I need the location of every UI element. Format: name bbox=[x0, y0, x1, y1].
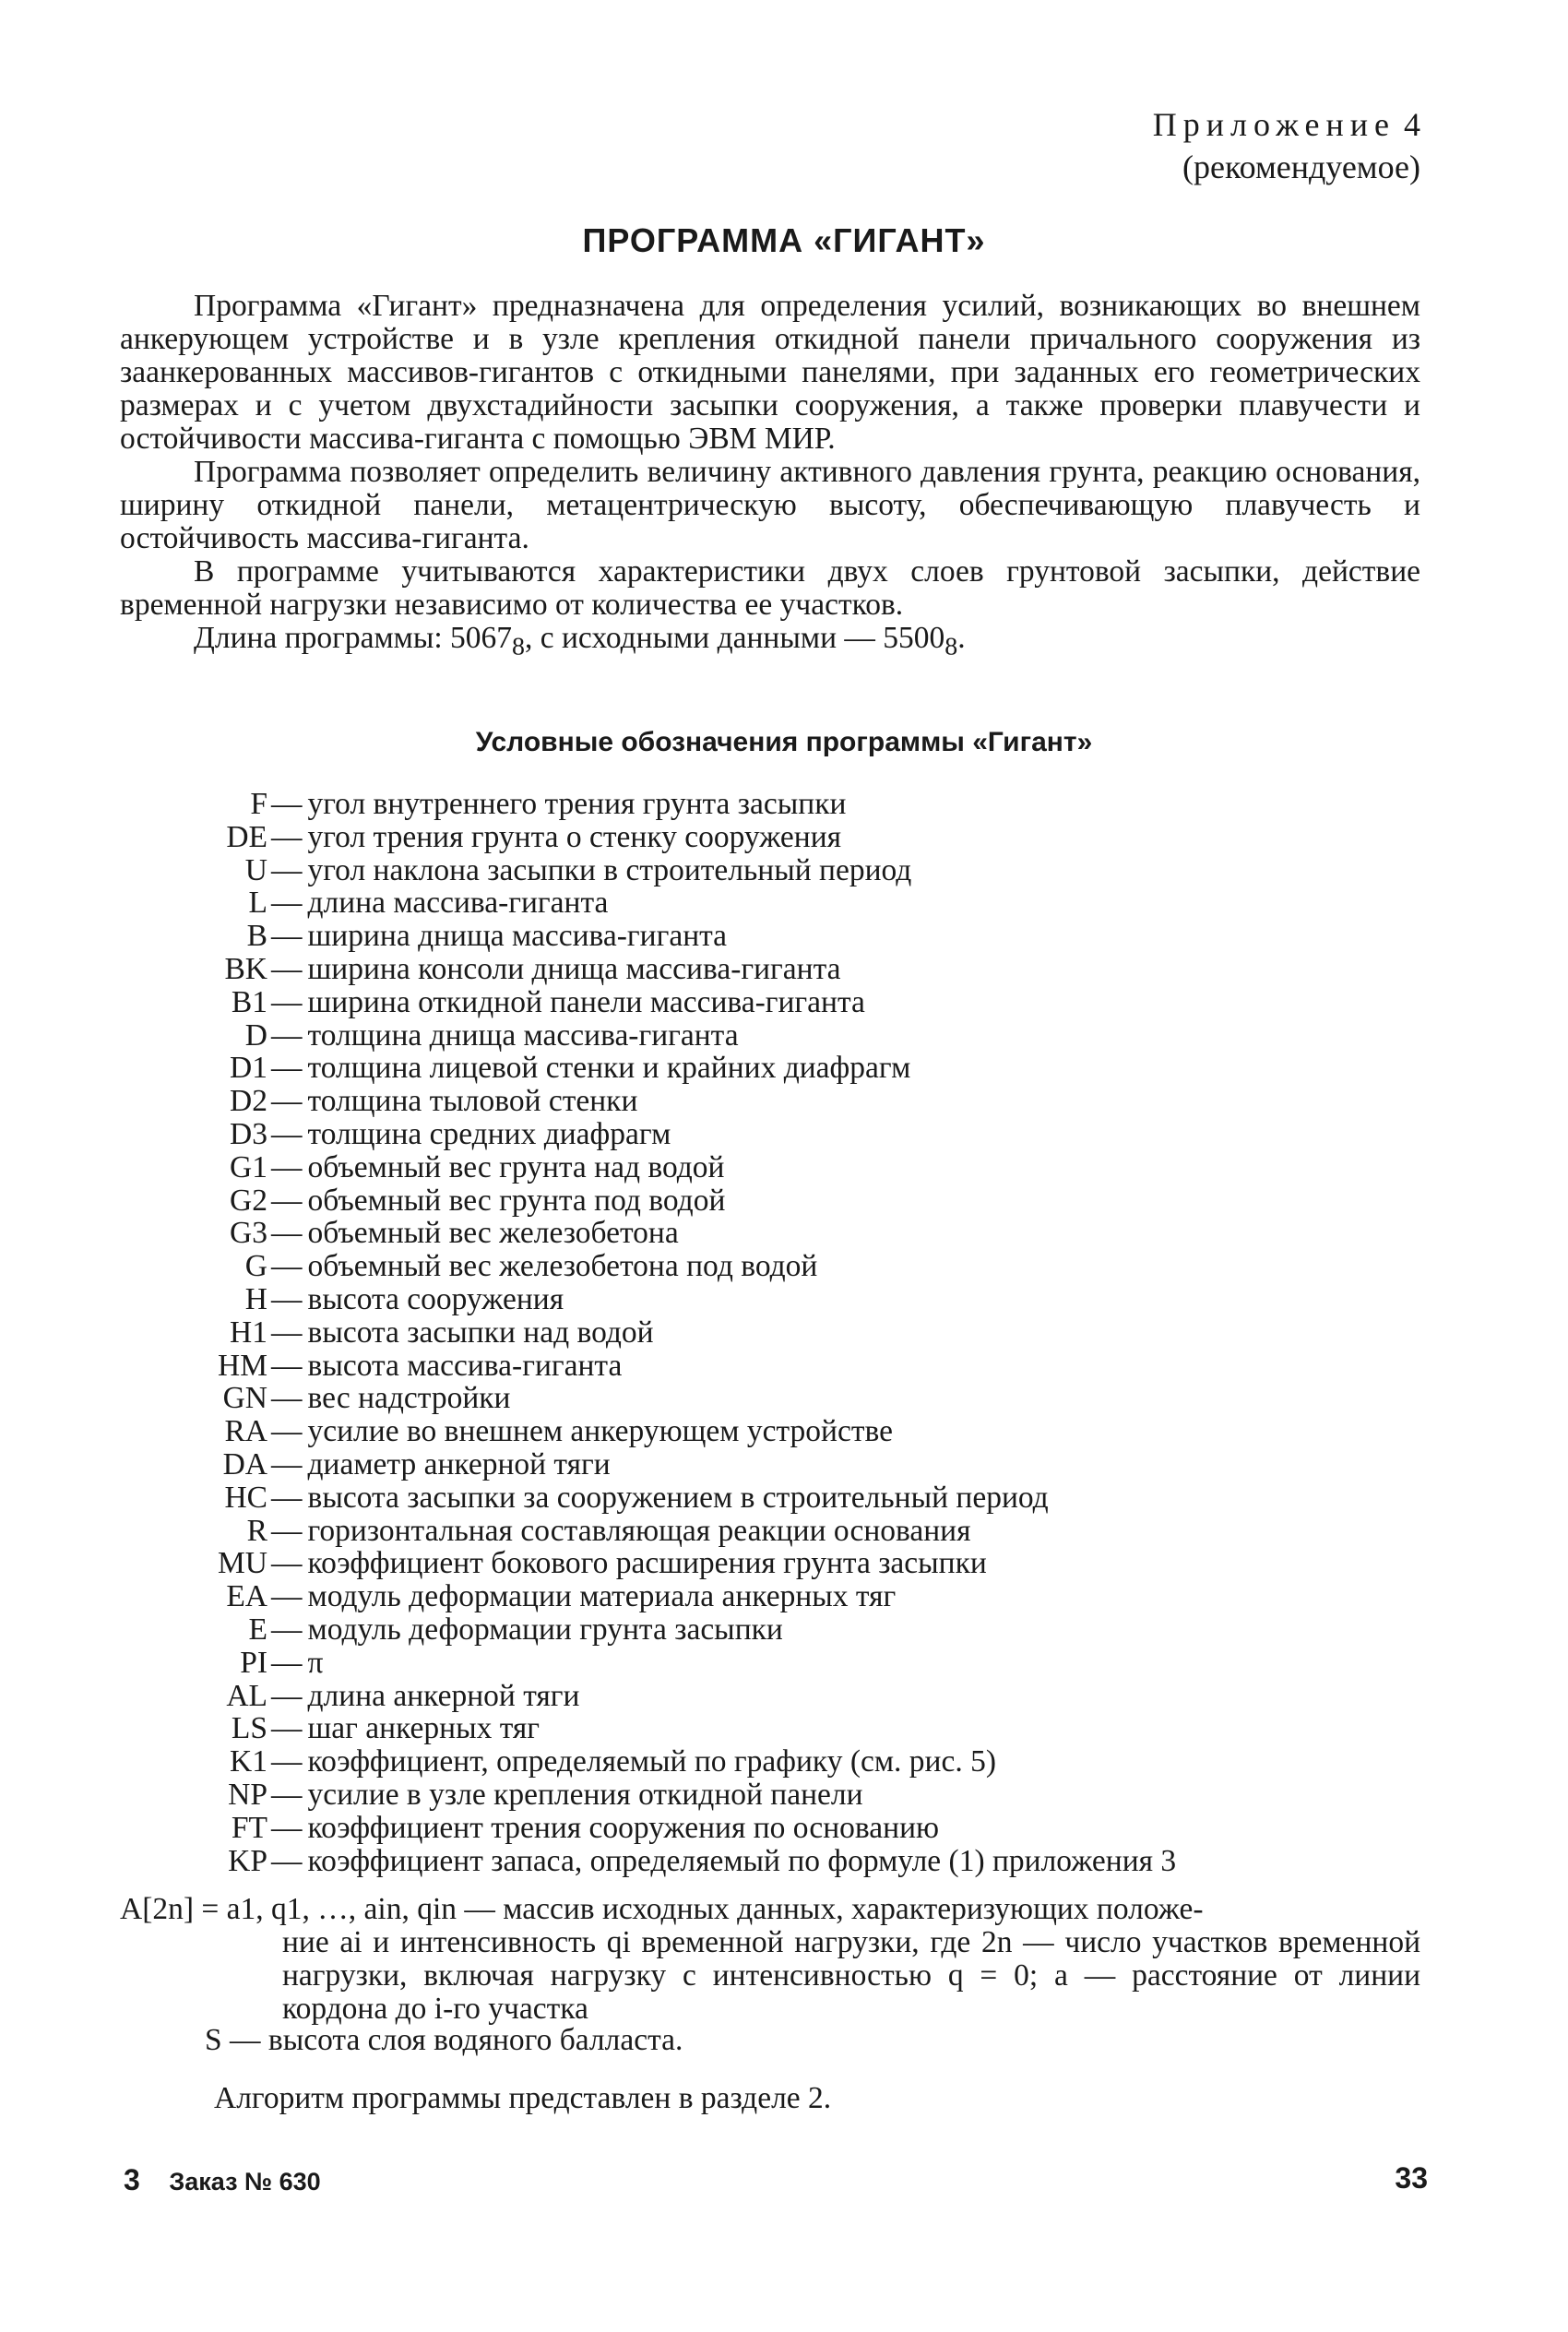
notation-desc: ширина консоли днища массива-гиганта bbox=[307, 951, 841, 986]
notation-desc: высота засыпки над водой bbox=[307, 1315, 654, 1350]
notation-dash: — bbox=[271, 1744, 303, 1779]
page-title: ПРОГРАММА «ГИГАНТ» bbox=[582, 221, 986, 259]
notation-row bbox=[120, 1448, 1430, 1481]
notation-dash: — bbox=[271, 1711, 303, 1746]
notation-dash: — bbox=[271, 1017, 303, 1053]
intro-section bbox=[120, 290, 1420, 664]
length-suffix: . bbox=[957, 621, 966, 655]
notation-dash: — bbox=[271, 1281, 303, 1316]
notation-symbol: H1 bbox=[230, 1315, 267, 1350]
notation-desc: высота сооружения bbox=[307, 1281, 564, 1316]
notation-symbol: R bbox=[246, 1513, 267, 1548]
notation-desc: угол наклона засыпки в строительный период bbox=[307, 852, 912, 887]
notation-desc: угол внутреннего трения грунта засыпки bbox=[307, 787, 847, 821]
notation-row bbox=[120, 1547, 1430, 1580]
array-definition bbox=[120, 1893, 1420, 2026]
notation-symbol: LS bbox=[231, 1711, 267, 1746]
notation-dash: — bbox=[271, 1843, 303, 1878]
notation-desc: толщина тыловой стенки bbox=[307, 1084, 638, 1119]
notation-row bbox=[120, 1382, 1430, 1415]
notation-row bbox=[120, 920, 1430, 953]
notation-symbol: U bbox=[244, 852, 267, 887]
notation-dash: — bbox=[271, 1116, 303, 1151]
notation-row bbox=[120, 986, 1430, 1019]
notation-desc: горизонтальная составляющая реакции основания bbox=[307, 1513, 971, 1548]
notation-desc: коэффициент трения сооружения по основанию bbox=[307, 1810, 940, 1845]
notation-dash: — bbox=[271, 1446, 303, 1481]
notation-desc: толщина средних диафрагм bbox=[307, 1116, 671, 1151]
notation-symbol: K1 bbox=[230, 1744, 267, 1779]
notation-row bbox=[120, 854, 1430, 887]
notation-row bbox=[120, 1415, 1430, 1448]
notation-dash: — bbox=[271, 819, 303, 854]
notation-dash: — bbox=[271, 787, 303, 821]
notation-symbol: F bbox=[250, 787, 267, 821]
notation-dash: — bbox=[271, 1513, 303, 1548]
notation-dash: — bbox=[271, 1084, 303, 1119]
notation-desc: вес надстройки bbox=[307, 1381, 511, 1416]
notation-symbol: HM bbox=[218, 1348, 267, 1383]
array-desc-rest: ние ai и интенсивность qi временной нагрузки, где 2n — число участков временной нагрузки, включая нагрузку с интенсивностью q = 0; a — расстояние от линии кордона до i-го участка bbox=[282, 1925, 1420, 2026]
notation-row bbox=[120, 1779, 1430, 1812]
notation-desc: ширина днища массива-гиганта bbox=[307, 919, 728, 954]
notation-row bbox=[120, 1085, 1430, 1118]
notation-row bbox=[120, 788, 1430, 821]
length-base: 8 bbox=[512, 632, 525, 661]
notation-row bbox=[120, 1515, 1430, 1548]
notation-symbol: G3 bbox=[230, 1216, 267, 1251]
notation-symbol: L bbox=[248, 886, 267, 921]
notation-symbol: G bbox=[244, 1249, 267, 1284]
notation-row bbox=[120, 1647, 1430, 1680]
footer-left bbox=[124, 2163, 321, 2197]
notation-row bbox=[120, 1250, 1430, 1283]
notation-dash: — bbox=[271, 1414, 303, 1449]
notation-dash: — bbox=[271, 1149, 303, 1184]
program-length bbox=[120, 622, 1420, 664]
notation-desc: коэффициент запаса, определяемый по формуле (1) приложения 3 bbox=[307, 1843, 1177, 1878]
notation-row bbox=[120, 953, 1430, 986]
notation-row bbox=[120, 1680, 1430, 1713]
notation-symbol: NP bbox=[228, 1777, 267, 1812]
notation-dash: — bbox=[271, 1381, 303, 1416]
notation-dash: — bbox=[271, 1216, 303, 1251]
notation-dash: — bbox=[271, 852, 303, 887]
notation-desc: усилие во внешнем анкерующем устройстве bbox=[307, 1414, 893, 1449]
length-middle: , с исходными данными — 5500 bbox=[525, 621, 945, 655]
notation-symbol: KP bbox=[228, 1843, 267, 1878]
notation-desc: модуль деформации материала анкерных тяг bbox=[307, 1579, 897, 1614]
notation-symbol: MU bbox=[218, 1546, 267, 1581]
notation-symbol: HC bbox=[224, 1480, 267, 1515]
notation-desc: объемный вес железобетона bbox=[307, 1216, 679, 1251]
notation-dash: — bbox=[271, 1777, 303, 1812]
notation-row bbox=[120, 1845, 1430, 1878]
notation-row bbox=[120, 1481, 1430, 1515]
notation-desc: длина анкерной тяги bbox=[307, 1678, 580, 1713]
notation-row bbox=[120, 1812, 1430, 1845]
notation-row bbox=[120, 1184, 1430, 1218]
notation-desc: диаметр анкерной тяги bbox=[307, 1446, 611, 1481]
notation-symbol: RA bbox=[224, 1414, 267, 1449]
notation-row bbox=[120, 1019, 1430, 1053]
notation-desc: высота массива-гиганта bbox=[307, 1348, 623, 1383]
notation-symbol: FT bbox=[231, 1810, 267, 1845]
notation-symbol: D2 bbox=[230, 1084, 267, 1119]
notation-row bbox=[120, 1745, 1430, 1779]
notation-desc: длина массива-гиганта bbox=[307, 886, 609, 921]
notation-dash: — bbox=[271, 1315, 303, 1350]
notation-desc: шаг анкерных тяг bbox=[307, 1711, 540, 1746]
notation-row bbox=[120, 1580, 1430, 1613]
notation-dash: — bbox=[271, 1546, 303, 1581]
notation-symbol: GN bbox=[222, 1381, 267, 1416]
notation-symbol: H bbox=[244, 1281, 267, 1316]
notation-row bbox=[120, 1712, 1430, 1745]
notation-desc: объемный вес грунта под водой bbox=[307, 1183, 726, 1218]
notation-symbol: D3 bbox=[230, 1116, 267, 1151]
notation-dash: — bbox=[271, 1480, 303, 1515]
length-prefix: Длина программы: 5067 bbox=[194, 621, 513, 655]
notation-symbol: G1 bbox=[230, 1149, 267, 1184]
notation-desc: усилие в узле крепления откидной панели bbox=[307, 1777, 863, 1812]
notation-symbol: AL bbox=[226, 1678, 267, 1713]
array-desc-line: — массив исходных данных, характеризующих положе- bbox=[464, 1892, 1204, 1926]
s-symbol: S bbox=[205, 2023, 222, 2057]
notation-row bbox=[120, 1217, 1430, 1250]
notation-desc: толщина лицевой стенки и крайних диафрагм bbox=[307, 1051, 911, 1086]
notation-desc: модуль деформации грунта засыпки bbox=[307, 1612, 783, 1647]
notation-symbol: EA bbox=[226, 1579, 267, 1614]
appendix-note: (рекомендуемое) bbox=[1182, 149, 1420, 185]
notation-row bbox=[120, 886, 1430, 920]
appendix-header bbox=[1153, 103, 1420, 188]
notation-dash: — bbox=[271, 1678, 303, 1713]
intro-paragraph: В программе учитываются характеристики двух слоев грунтовой засыпки, действие временной нагрузки независимо от количества ее участков. bbox=[120, 554, 1420, 622]
notation-dash: — bbox=[230, 2023, 261, 2057]
notation-desc: объемный вес железобетона под водой bbox=[307, 1249, 818, 1284]
notation-row bbox=[120, 1283, 1430, 1316]
notation-dash: — bbox=[271, 1612, 303, 1647]
notation-symbol: BK bbox=[224, 951, 267, 986]
notation-desc: толщина днища массива-гиганта bbox=[307, 1017, 739, 1053]
intro-paragraph: Программа «Гигант» предназначена для определения усилий, возникающих во внешнем анкерующем устройстве и в узле крепления откидной панели причального сооружения из заанкерованных массивов-гигантов с откидными панелями, при заданных его геометрических размерах и с учетом двухстадийности засыпки сооружения, а также проверки плавучести и остойчивости массива-гиганта с помощью ЭВМ МИР. bbox=[120, 289, 1420, 456]
notation-dash: — bbox=[271, 984, 303, 1019]
notation-row bbox=[120, 1151, 1430, 1184]
notation-dash: — bbox=[271, 1051, 303, 1086]
appendix-number: 4 bbox=[1404, 106, 1420, 143]
notation-desc: коэффициент, определяемый по графику (см. рис. 5) bbox=[307, 1744, 997, 1779]
notation-desc: π bbox=[307, 1645, 324, 1680]
notation-row bbox=[120, 1613, 1430, 1647]
notation-symbol: G2 bbox=[230, 1183, 267, 1218]
algorithm-note: Алгоритм программы представлен в разделе 2. bbox=[214, 2081, 832, 2115]
notation-symbol: B bbox=[246, 919, 267, 954]
notation-dash: — bbox=[271, 1810, 303, 1845]
notation-list bbox=[120, 788, 1430, 1877]
notation-symbol: DA bbox=[222, 1446, 267, 1481]
notation-desc: объемный вес грунта над водой bbox=[307, 1149, 725, 1184]
notation-dash: — bbox=[271, 1183, 303, 1218]
notation-dash: — bbox=[271, 1249, 303, 1284]
notation-symbol: E bbox=[248, 1612, 267, 1647]
notation-desc: высота засыпки за сооружением в строительный период bbox=[307, 1480, 1049, 1515]
notation-symbol: PI bbox=[240, 1645, 267, 1680]
notation-symbol: DE bbox=[226, 819, 267, 854]
notation-dash: — bbox=[271, 1579, 303, 1614]
s-definition bbox=[205, 2024, 683, 2057]
notation-symbol: D bbox=[244, 1017, 267, 1053]
notation-desc: ширина откидной панели массива-гиганта bbox=[307, 984, 865, 1019]
notation-dash: — bbox=[271, 1348, 303, 1383]
intro-paragraph: Программа позволяет определить величину активного давления грунта, реакцию основания, ширину откидной панели, метацентрическую высоту, обеспечивающую плавучесть и остойчивость массива-гиганта. bbox=[120, 455, 1420, 555]
notation-dash: — bbox=[271, 886, 303, 921]
notation-dash: — bbox=[271, 919, 303, 954]
notation-row bbox=[120, 1350, 1430, 1383]
array-symbol: A[2n] = a1, q1, …, ain, qin bbox=[120, 1892, 457, 1926]
page-number: 33 bbox=[1395, 2161, 1428, 2195]
s-desc: высота слоя водяного балласта. bbox=[267, 2023, 683, 2057]
notation-symbol: B1 bbox=[231, 984, 267, 1019]
notation-symbol: D1 bbox=[230, 1051, 267, 1086]
notation-desc: угол трения грунта о стенку сооружения bbox=[307, 819, 842, 854]
notation-desc: коэффициент бокового расширения грунта засыпки bbox=[307, 1546, 987, 1581]
notation-row bbox=[120, 1316, 1430, 1350]
notation-title: Условные обозначения программы «Гигант» bbox=[475, 727, 1093, 757]
notation-dash: — bbox=[271, 1645, 303, 1680]
notation-row bbox=[120, 821, 1430, 854]
notation-row bbox=[120, 1118, 1430, 1151]
length-base: 8 bbox=[944, 632, 958, 661]
notation-dash: — bbox=[271, 951, 303, 986]
appendix-word: Приложение bbox=[1152, 106, 1396, 143]
sheet-number: 3 bbox=[124, 2163, 140, 2196]
notation-row bbox=[120, 1052, 1430, 1085]
order-number: Заказ № 630 bbox=[169, 2168, 321, 2195]
